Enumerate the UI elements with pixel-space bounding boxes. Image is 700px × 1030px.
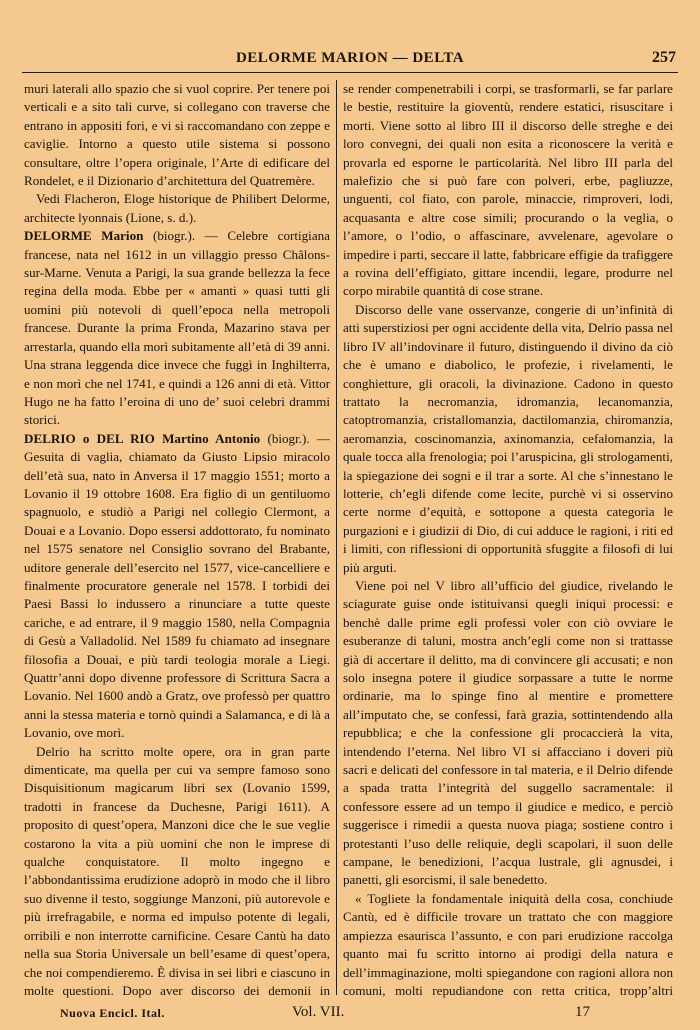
paragraph (24, 227, 330, 429)
entry-headword: DELRIO o DEL RIO Martino Antonio (24, 430, 261, 446)
paragraph-text: « Togliete la fondamentale iniquità della cosa, conchiude Cantù, ed è difficile trovare un trattato che con maggiore ampiezza esaurisca l’assunto, e con pari erudizione raccolga quanto mai fu scritto intorno ai prodigi della natura e dell’immaginazione, molti spiegandone con ragioni allora non comuni, molti repudiandone con retta critica, tropp’altri (343, 890, 673, 998)
paragraph-text: Viene poi nel V libro all’ufficio del giudice, rivelando le sciagurate guise onde istituivansi quegli iniqui processi: e benchè dalle prime egli professi voler con ciò ovviare le esuberanze di taluni, mostra anch’egli come non si trattasse già di accertare il delitto, ma di convincere gli accusati; e non solo insegna potere il giudice sorpassare a tutte le norme ordinarie, ma lo spinge fino al mentire e promettere all’imputato che, se confessi, farà grazia, sottintendendo alla repubblica; e che la confessione gli procaccierà la vita, intendendo l’eterna. Nel libro VI si affacciano i doveri più sacri e delicati del confessore in tal materia, e il Delrio difende a spada tratta l’integrità del suggello sacramentale: il confessore essere ad un tempo il giudice e medico, e perciò suggerisce i rimedii a questa nuova piaga; sostiene contro i protestanti l’uso delle reliquie, degli scapolari, il suon delle campane, le benedizioni, l’acqua lustrale, gli agnusdei, i panetti, gli esorcismi, il sale benedetto. (343, 577, 673, 888)
footer-publication: Nuova Encicl. Ital. (60, 1006, 165, 1020)
paragraph-text: se render compenetrabili i corpi, se trasformarli, se far parlare le bestie, restituire la gioventù, rendere estatici, risuscitare i morti. Viene sotto al libro III il discorso delle streghe e dei loro convegni, dei quali non esita a riconoscere la verità e provarla ed esporne le particolarità. Nel libro III parla del malefizio che si può fare con polveri, erbe, pagliuzze, unguenti, col fiato, con parole, minaccie, rimproveri, lodi, acquasanta e altre cose simili; procurando o la veglia, o l’amore, o l’odio, o affascinare, avvelenare, agevolare o impedire i parti, seccare il latte, fabbricare effigie da trafiggere a rovina dell’effigiato, gittare incendii, legare, produrre nel corpo mirabile quantità di cose strane. (343, 81, 673, 299)
footer-signature: 17 (575, 1004, 590, 1020)
paragraph (24, 743, 330, 1000)
paragraph-text: Delrio ha scritto molte opere, ora in gran parte dimenticate, ma quella per cui va sempre famoso sono Disquisitionum magicarum libri sex (Lovanio 1599, tradotti in francese da Duchesne, Parigi 1611). A proposito di quest’opera, Manzoni dice che le sue veglie costarono la vita a più uomini che non le imprese di qualche conquistatore. Il molto ingegno e l’abbondantissima erudizione adoprò in modo che il libro suo divenne il testo, soggiunge Manzoni, più autorevole e più irrefragabile, e norma ed impulso potente di legali, orribili e non interrotte carnificine. Cesare Cantù ha dato nella sua Storia Universale un bell’esame di quest’opera, che noi compendieremo. È divisa in sei libri e ciascuno in molte questioni. Dopo aver discorso dei demonii in (24, 743, 330, 998)
paragraph-text: Vedi Flacheron, Eloge historique de Philibert Delorme, architecte lyonnais (Lione, s. d.). (24, 191, 330, 225)
paragraph-text: — Celebre cortigiana francese, nata nel 1612 in un villaggio presso Châlons-sur-Marne. Venuta a Parigi, la sua grande bellezza la fece regina della moda. Ebbe per « amanti » quasi tutti gli uomini più notevoli di quell’epoca nella metropoli francese. Durante la prima Fronda, Mazarino stava per arrestarla, quando ella morì subitamente all’età di 39 anni. Una strana leggenda dice invece che fuggì in Inghilterra, e non morì che nel 1741, e quindi a 126 anni di età. Vittor Hugo ne ha fatto l’eroina di uno de’ suoi celebri drammi storici. (24, 228, 330, 428)
paragraph (343, 80, 673, 301)
paragraph (343, 577, 673, 890)
entry-category: (biogr.). (267, 430, 310, 446)
paragraph (24, 80, 330, 190)
entry-headword: DELORME Marion (24, 228, 144, 244)
running-header (22, 46, 678, 73)
footer-volume: Vol. VII. (292, 1004, 345, 1020)
page-number: 257 (652, 49, 676, 66)
right-column (343, 80, 673, 1000)
column-divider (336, 80, 337, 995)
paragraph (24, 430, 330, 743)
paragraph (343, 890, 673, 1000)
paragraph (24, 190, 330, 227)
page-footer (24, 1006, 674, 1026)
paragraph-text: Discorso delle vane osservanze, congerie di un’infinità di atti superstiziosi per ogni accidente della vita, Delrio passa nel libro IV all’indovinare il futuro, distinguendo il divino da ciò che è umano e diabolico, le profezie, i rivelamenti, le conghietture, gli oracoli, la divinazione. Cadono in questo trattato la necromanzia, idromanzia, lecanomanzia, catoptromanzia, cristallomanzia, dactilomanzia, chiromanzia, aeromanzia, coscinomanzia, axinomanzia, cefalomanzia, la quale tocca alla frenologia; poi l’aruspicina, gli strologamenti, la spiegazione dei sogni e il trar a sorte. Al che s’innestano le lotterie, ch’egli difende come lecite, purchè vi si osservino certe norme d’equità, e sottopone a questa categoria le purgazioni e i giudizii di Dio, di cui adduce le ragioni, i riti ed i limiti, con riflessioni di opportunità sfuggite a filosofi di lui più arguti. (343, 301, 673, 575)
paragraph-text: muri laterali allo spazio che si vuol coprire. Per tenere poi verticali e a sito tali curve, si collegano con traverse che entrano in appositi fori, e vi si raccomandano con zeppe e caviglie. Intorno a questo utile sistema si possono consultare, oltre l’opera originale, l’Arte di edificare del Rondelet, e il Dizionario d’architettura del Quatremère. (24, 81, 330, 189)
entry-category: (biogr.). (152, 228, 196, 244)
paragraph (343, 301, 673, 577)
running-title: DELORME MARION — DELTA (235, 50, 465, 66)
left-column (24, 80, 330, 1000)
paragraph-text: — Gesuita di vaglia, chiamato da Giusto Lipsio miracolo dell’età sua, nato in Anversa il 17 maggio 1551; morto a Lovanio il 19 ottobre 1608. Era figlio di un gentiluomo spagnuolo, e studiò a Parigi nel collegio Clermont, a Douai e a Lovanio. Dopo essersi addottorato, fu nominato nel 1575 senatore nel Consiglio sovrano del Brabante, uditore generale dell’esercito nel 1577, vice-cancelliere e finalmente procuratore generale nel 1578. I torbidi dei Paesi Bassi lo indussero a rinunciare a tutte queste cariche, e ad entrare, il 9 maggio 1580, nella Compagnia di Gesù a Valladolid. Nel 1589 fu chiamato ad insegnare filosofia a Douai, e più tardi teologia morale a Liegi. Quattr’anni dopo divenne professore di Scrittura Sacra a Lovanio. Nel 1600 andò a Gratz, ove professò per quattro anni la stessa materia e tornò quindi a Salamanca, e di là a Lovanio, ove morì. (24, 430, 330, 741)
